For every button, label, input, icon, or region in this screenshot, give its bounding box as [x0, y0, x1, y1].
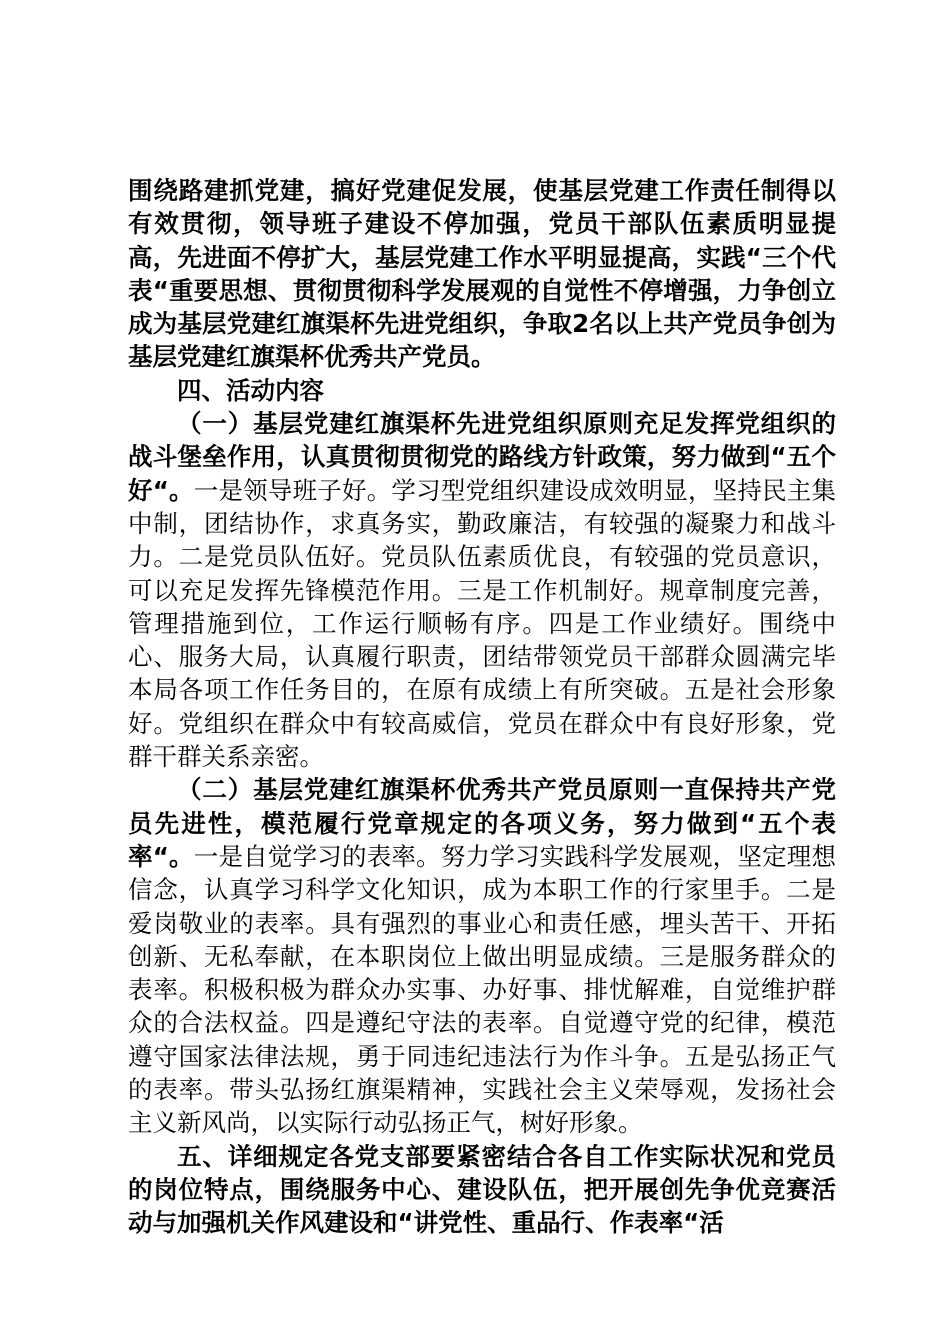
- paragraph-advanced-organization-lead: （一）基层党建红旗渠杯先进党组织原则充足发挥党组织的战斗堡垒作用，认真贯彻贯彻党的路线方针政策，努力做到“五个好“。: [128, 409, 836, 505]
- paragraph-intro: [128, 174, 836, 374]
- paragraph-advanced-organization: [128, 407, 836, 773]
- document-body: [128, 174, 836, 1240]
- paragraph-intro-text: 围绕路建抓党建，搞好党建促发展，使基层党建工作责任制得以有效贯彻，领导班子建设不停加强，党员干部队伍素质明显提高，先进面不停扩大，基层党建工作水平明显提高，实践“三个代表“重要思想、贯彻贯彻科学发展观的自觉性不停增强，力争创立成为基层党建红旗渠杯先进党组织，争取2名以上共产党员争创为基层党建红旗渠杯优秀共产党员。: [128, 176, 836, 372]
- section-heading-detailed-rules-text: 五、详细规定各党支部要紧密结合各自工作实际状况和党员的岗位特点，围绕服务中心、建设队伍，把开展创先争优竞赛活动与加强机关作风建设和“讲党性、重品行、作表率“活: [128, 1141, 836, 1238]
- section-heading-activity-content-text: 四、活动内容: [177, 375, 324, 405]
- paragraph-advanced-organization-text: 一是领导班子好。学习型党组织建设成效明显，坚持民主集中制，团结协作，求真务实，勤政廉洁，有较强的凝聚力和战斗力。二是党员队伍好。党员队伍素质优良，有较强的党员意识，可以充足发挥先锋模范作用。三是工作机制好。规章制度完善，管理措施到位，工作运行顺畅有序。四是工作业绩好。围绕中心、服务大局，认真履行职责，团结带领党员干部群众圆满完毕本局各项工作任务目的，在原有成绩上有所突破。五是社会形象好。党组织在群众中有较高威信，党员在群众中有良好形象，党群干群关系亲密。: [128, 475, 836, 772]
- paragraph-excellent-member-text: 一是自觉学习的表率。努力学习实践科学发展观，坚定理想信念，认真学习科学文化知识，成为本职工作的行家里手。二是爱岗敬业的表率。具有强烈的事业心和责任感，埋头苦干、开拓创新、无私奉献，在本职岗位上做出明显成绩。三是服务群众的表率。积极积极为群众办实事、办好事、排忧解难，自觉维护群众的合法权益。四是遵纪守法的表率。自觉遵守党的纪律，模范遵守国家法律法规，勇于同违纪违法行为作斗争。五是弘扬正气的表率。带头弘扬红旗渠精神，实践社会主义荣辱观，发扬社会主义新风尚，以实际行动弘扬正气，树好形象。: [128, 841, 836, 1138]
- section-heading-activity-content: [128, 374, 836, 407]
- paragraph-excellent-member-lead: （二）基层党建红旗渠杯优秀共产党员原则一直保持共产党员先进性，模范履行党章规定的各项义务，努力做到“五个表率“。: [128, 775, 836, 871]
- paragraph-excellent-member: [128, 773, 836, 1139]
- section-heading-detailed-rules: [128, 1140, 836, 1240]
